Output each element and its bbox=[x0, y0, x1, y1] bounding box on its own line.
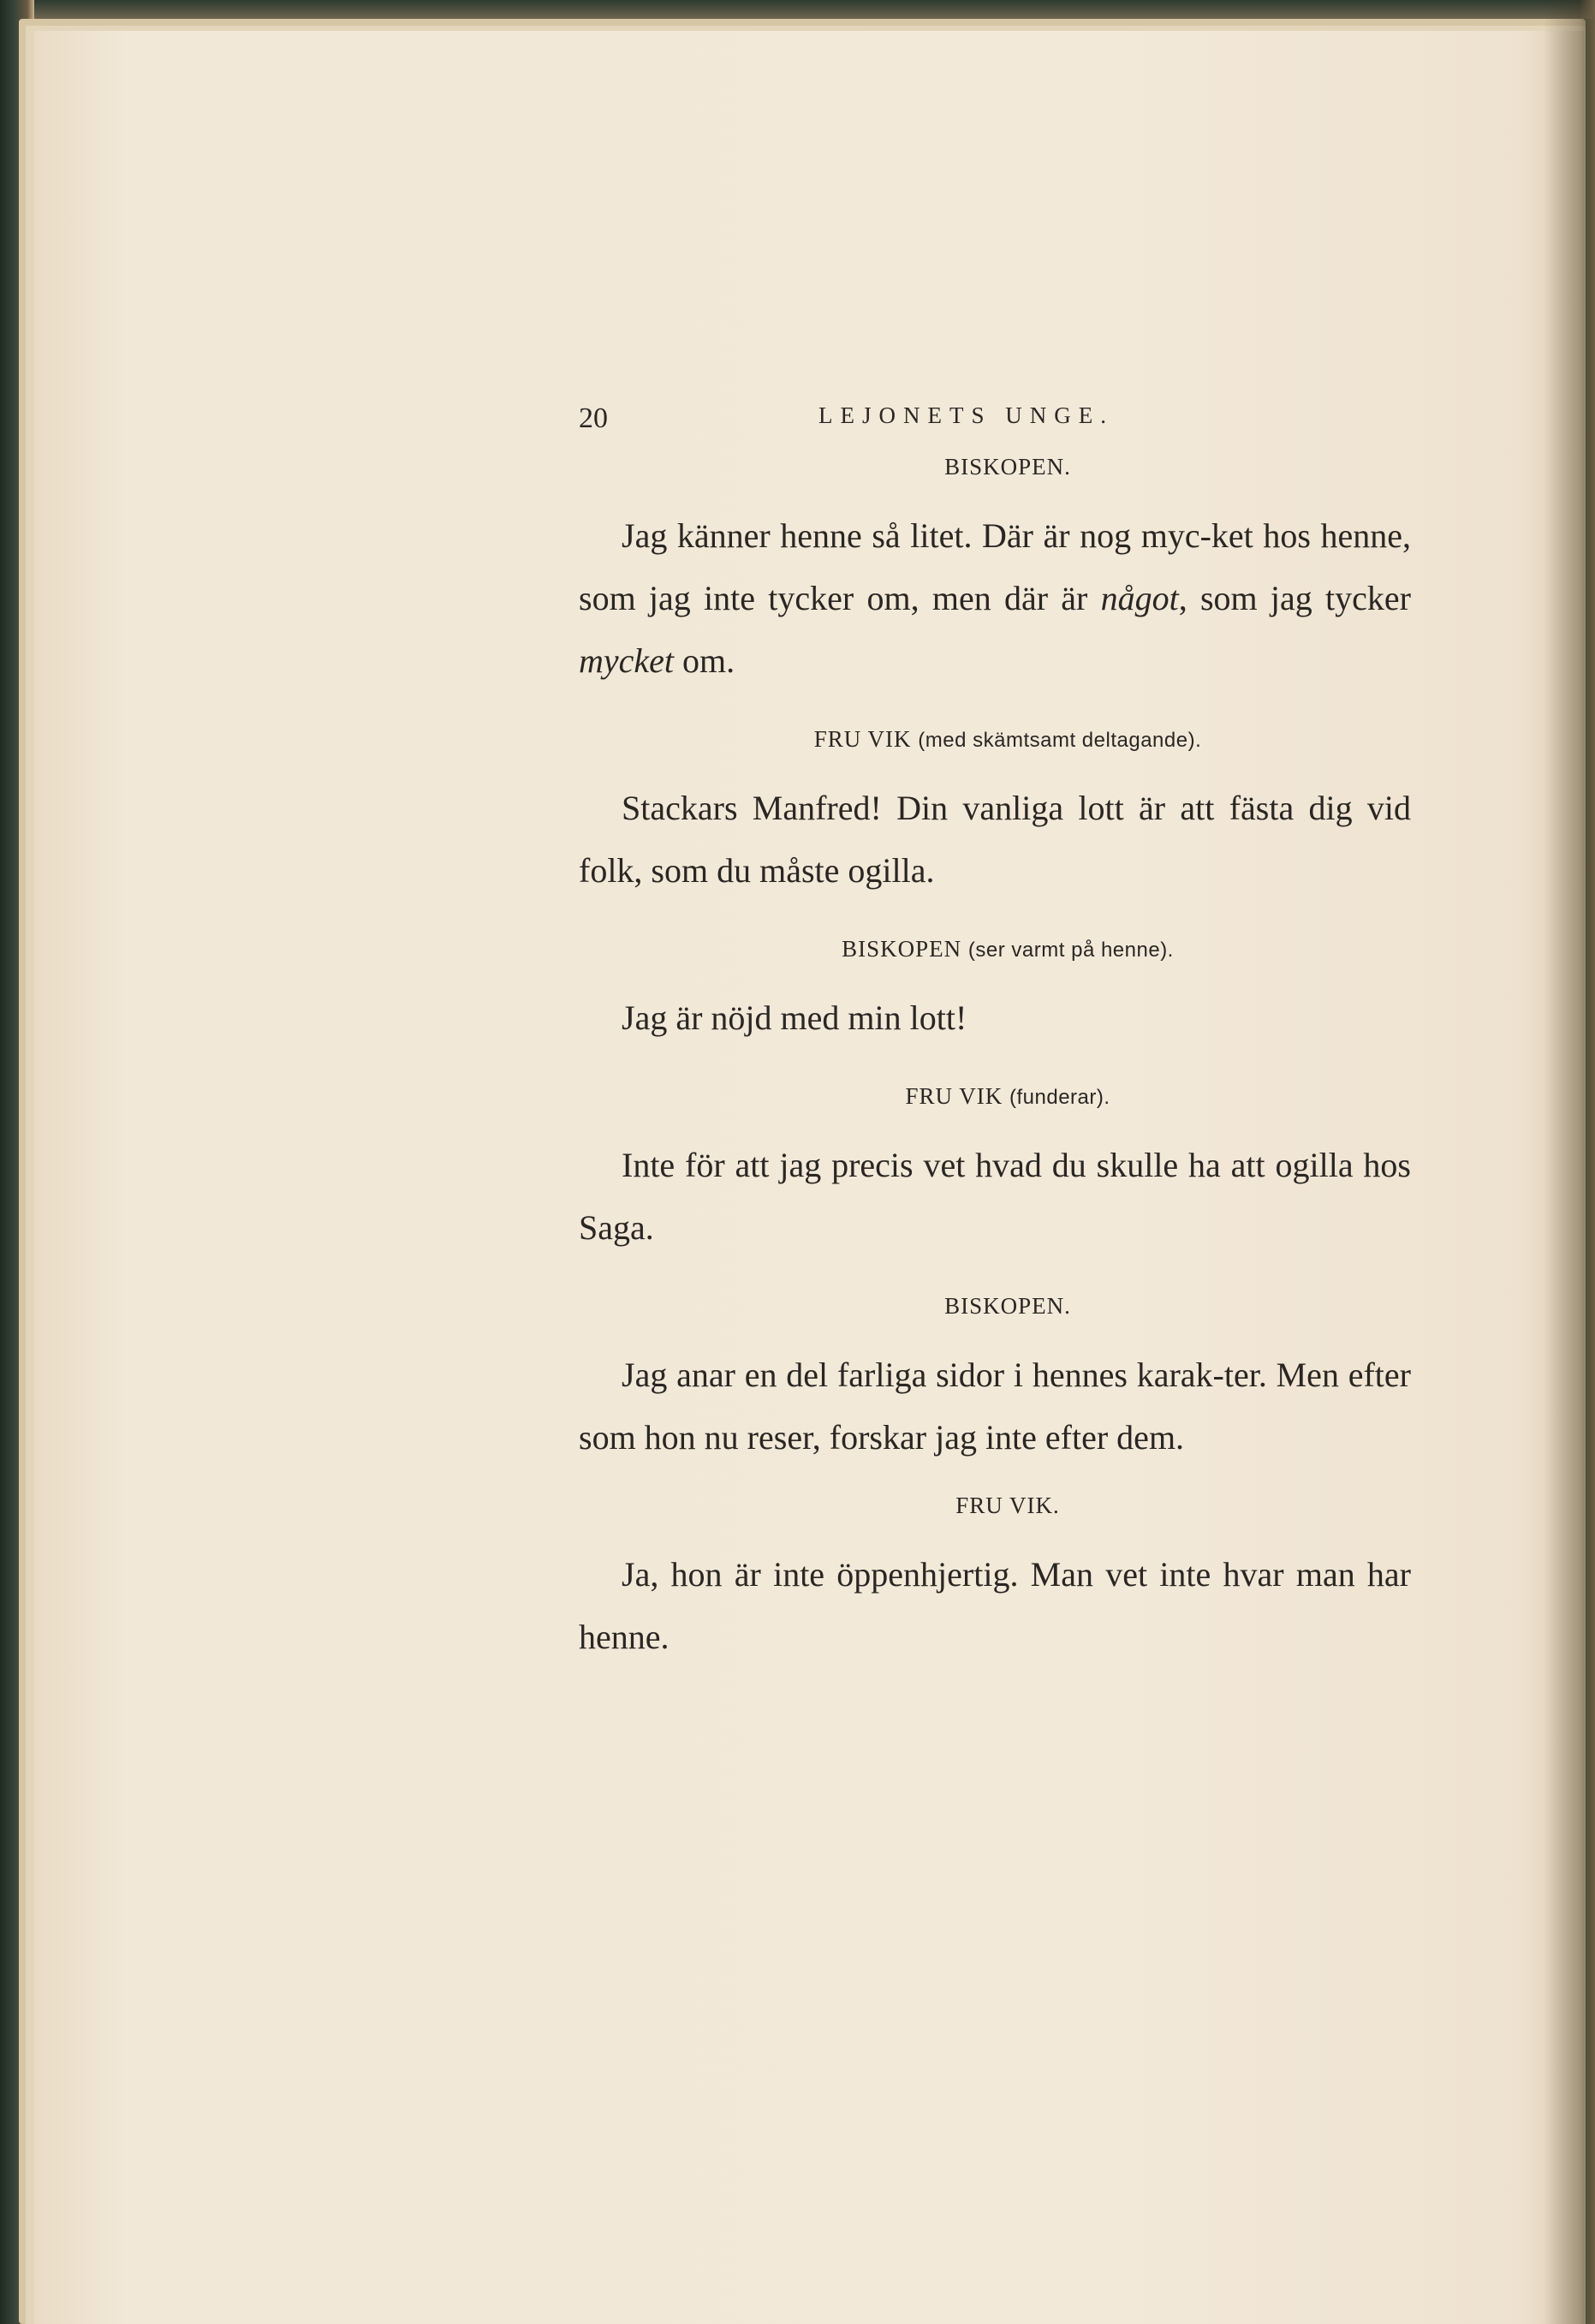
running-title: LEJONETS UNGE. bbox=[818, 402, 1114, 428]
speech-paragraph: Stackars Manfred! Din vanliga lott är att fästa dig vid folk, som du måste ogilla. bbox=[579, 789, 1411, 890]
speaker-heading bbox=[579, 936, 1411, 962]
speech-paragraph: Inte för att jag precis vet hvad du skulle ha att ogilla hos Saga. bbox=[579, 1146, 1411, 1247]
speaker-name: FRU VIK. bbox=[955, 1493, 1060, 1518]
stage-direction: (funderar). bbox=[1009, 1086, 1110, 1109]
speech-text: Jag känner henne så litet. Där är nog myc-ket hos henne, som jag inte tycker om, men där är bbox=[579, 516, 1411, 617]
speaker-name: BISKOPEN. bbox=[944, 1293, 1071, 1319]
speaker-name: FRU VIK bbox=[905, 1083, 1003, 1109]
speech-paragraph: Jag är nöjd med min lott! bbox=[622, 998, 967, 1037]
speaker-name: BISKOPEN. bbox=[944, 454, 1071, 480]
book-top-edge bbox=[0, 0, 1595, 19]
speaker-name: FRU VIK bbox=[813, 726, 912, 752]
page-text bbox=[579, 402, 1411, 1668]
running-head bbox=[579, 402, 1411, 454]
page-gutter-shadow bbox=[1544, 0, 1595, 2324]
emphasis-text: något bbox=[1100, 579, 1179, 617]
emphasis-text: mycket bbox=[579, 641, 675, 680]
speaker-name: BISKOPEN bbox=[842, 936, 962, 962]
speaker-heading bbox=[579, 454, 1411, 480]
page-number: 20 bbox=[579, 402, 608, 434]
speech-paragraph: Ja, hon är inte öppenhjertig. Man vet inte hvar man har henne. bbox=[579, 1555, 1411, 1656]
speech-paragraph: Jag anar en del farliga sidor i hennes karak-ter. Men efter som hon nu reser, forskar jag inte efter dem. bbox=[579, 1356, 1411, 1457]
speech-text: om. bbox=[674, 641, 735, 680]
speaker-heading bbox=[579, 1293, 1411, 1320]
speech-paragraph bbox=[579, 504, 1411, 692]
speaker-heading bbox=[579, 726, 1411, 753]
stage-direction: (med skämtsamt deltagande). bbox=[918, 729, 1202, 752]
speaker-heading bbox=[579, 1493, 1411, 1519]
speaker-heading bbox=[579, 1083, 1411, 1110]
speech-text: , som jag tycker bbox=[1178, 579, 1411, 617]
stage-direction: (ser varmt på henne). bbox=[967, 939, 1174, 962]
